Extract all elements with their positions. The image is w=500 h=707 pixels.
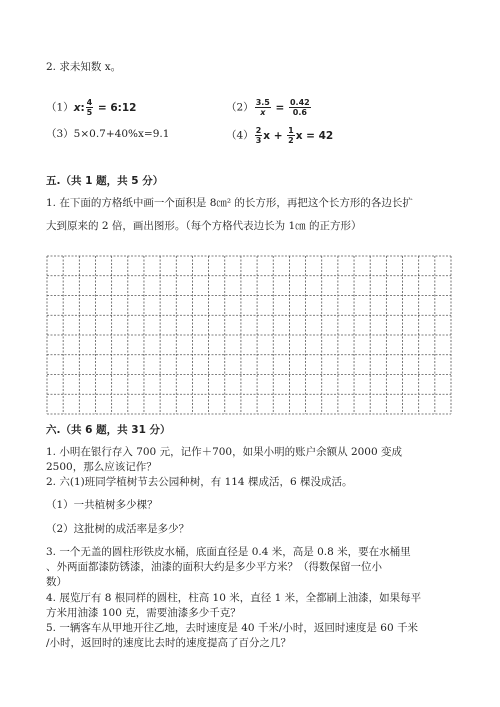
equation-1 [46,98,136,117]
section-6-q4-line2: 方米用油漆 100 克，需要油漆多少千克？ [46,607,241,619]
section-6-q3-line1: 3. 一个无盖的圆柱形铁皮水桶，底面直径是 0.4 米，高是 0.8 米，要在水桶里 [46,546,411,558]
equation-2-label: （2） [226,101,254,114]
section-6-q1-line1: 1. 小明在银行存入 700 元，记作＋700，如果小明的账户余额从 2000 变成 [46,446,403,458]
section-6-q3-line2: 、外两面都漆防锈漆，油漆的面积大约是多少平方米？（得数保留一位小 [46,561,382,573]
equation-1-var: x [73,101,81,114]
section-5-heading: 五.（共 1 题，共 5 分） [46,175,164,187]
section-6-q2-sub2: （2）这批树的成活率是多少？ [46,523,190,535]
equation-1-rest: = 6:12 [94,101,137,114]
square-grid-paper[interactable] [46,255,452,415]
section-6-q1-line2: 2500，那么应该记作？ [46,461,157,473]
equation-1-label: （1） [46,101,74,114]
equation-4-mid: x + [263,129,287,142]
equation-2-equals: = [271,101,288,114]
section-6-q5-line2: /小时，返回时的速度比去时的速度提高了百分之几？ [46,637,292,649]
equation-2-fraction-right: $\frac{0.42}{0.6}$ [289,98,310,117]
section-6-q2-line1: 2. 六(1)班同学植树节去公园种树，有 114 棵成活，6 棵没成活。 [46,476,353,488]
equation-1-fraction: $\frac{4}{5}$ [86,98,93,117]
question-2-heading: 2. 求未知数 x。 [46,61,122,73]
section-5-q1-line1: 1. 在下面的方格纸中画一个面积是 8㎝² 的长方形，再把这个长方形的各边长扩 [46,197,413,209]
equation-4-label: （4） [226,129,254,142]
equation-4 [226,126,333,145]
section-6-q5-line1: 5. 一辆客车从甲地开往乙地，去时速度是 40 千米/小时，返回时速度是 60 千米 [46,622,418,634]
section-6-heading: 六.（共 6 题，共 31 分） [46,424,171,436]
equation-2 [226,98,312,117]
equation-4-fraction-2: $\frac{1}{2}$ [288,126,294,145]
equation-3: （3）5×0.7+40%x=9.1 [46,128,170,140]
equation-1-colon: : [80,101,85,114]
equation-4-rest: x = 42 [295,129,334,142]
section-5-q1-line2: 大到原来的 2 倍，画出图形。（每个方格代表边长为 1㎝ 的正方形） [46,220,362,232]
equation-2-fraction-left: $\frac{3.5}{x}$ [255,98,270,117]
equation-4-fraction-1: $\frac{2}{3}$ [255,126,262,145]
section-6-q3-line3: 数） [46,576,67,588]
section-6-q4-line1: 4. 展览厅有 8 根同样的圆柱，柱高 10 米，直径 1 米，全都刷上油漆，如果每平 [46,592,422,604]
section-6-q2-sub1: （1）一共植树多少棵？ [46,499,158,511]
